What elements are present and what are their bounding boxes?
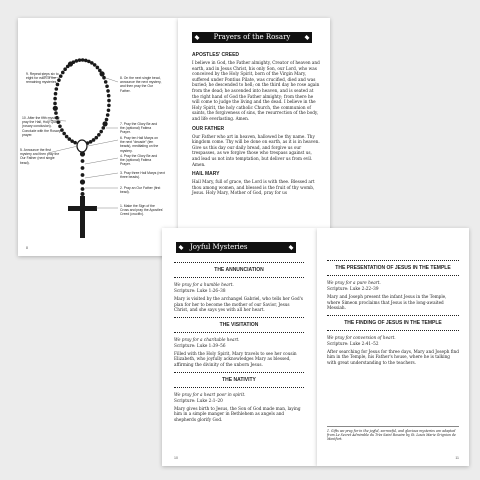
rosary-bead xyxy=(99,71,104,76)
rosary-bead xyxy=(84,59,88,63)
rosary-bead xyxy=(106,113,110,117)
bead-divider xyxy=(327,314,459,317)
hail-mary-heading: HAIL MARY xyxy=(192,171,220,178)
step-7-label: 7. Pray the Glory Be and the (optional) Fatima Prayer. xyxy=(120,122,158,135)
annunciation-pray-for: We pray for a humble heart. xyxy=(174,282,234,287)
step-10-label: 10. After the fifth mystery, pray the Hail, Holy Queen (rosary conclusion). Conclude with the Rosary prayer. xyxy=(22,116,61,137)
rosary-bead xyxy=(63,67,67,71)
presentation-pray-for: We pray for a pure heart. xyxy=(327,280,381,285)
rosary-bead xyxy=(102,121,107,126)
rosary-bead xyxy=(81,173,85,177)
rosary-bead xyxy=(93,63,97,67)
step-6-label: 6. Pray ten Hail Marys on the next "decade" (ten beads), meditating on the mystery. xyxy=(120,136,159,153)
our-father-text: Our Father who art in heaven, hallowed be thy name. Thy kingdom come. Thy will be done on earth, as it is in heaven. Give us this day our daily bread, and forgive us our trespasses, as we forgive those who trespass against us, and lead us not into temptation, but deliver us from evil. Amen. xyxy=(192,133,320,167)
rosary-bead xyxy=(101,126,105,130)
rosary-bead xyxy=(96,66,100,70)
rosary-bead xyxy=(80,179,85,184)
rosary-diagram-page xyxy=(18,18,178,256)
rosary-bead xyxy=(107,104,111,108)
rosary-bead xyxy=(54,111,58,115)
our-father-heading: OUR FATHER xyxy=(192,125,225,132)
rosary-bead xyxy=(53,102,57,106)
nativity-scripture: Scripture: Luke 2:1–20 xyxy=(174,397,223,403)
rosary-bead xyxy=(81,187,85,191)
step-4-label: 4. Pray the Glory Be and the (optional) Fatima Prayer. xyxy=(120,154,158,167)
rosary-bead xyxy=(81,58,85,62)
hail-mary-text: Hail Mary, full of grace, the Lord is with thee. Blessed art thou among women, and blessed is the fruit of thy womb, Jesus. Holy Mary, Mother of God, pray for us xyxy=(192,179,315,196)
step-9-label: 9. Repeat steps six to eight for each of the remaining mysteries. xyxy=(26,72,59,85)
visitation-text: Filled with the Holy Spirit, Mary travels to see her cousin Elizabeth, who joyfully acknowledges Mary as blessed, affirming the divinity of the unborn Jesus. xyxy=(174,350,297,367)
presentation-scripture: Scripture: Luke 2:22–39 xyxy=(327,286,379,291)
nativity-text: Mary gives birth to Jesus, the Son of God made man, laying him in a simple manger in Bethlehem as angels and shepherds glorify God. xyxy=(174,405,301,422)
step-8-label: 8. On the next single bead, announce the next mystery, and then pray the Our Father. xyxy=(120,76,162,93)
footnote: 1. Gifts we pray for in the joyful, sorrowful, and glorious mysteries are adapted from Le Secret Admirable du Très Saint Rosaire by St. Louis Marie Grignion de Montfort. xyxy=(327,426,459,441)
presentation-text: Mary and Joseph present the infant Jesus in the Temple, where Simeon proclaims that Jesus is the long-awaited Messiah. xyxy=(327,294,447,311)
nativity-pray-for: We pray for a heart poor in spirit. xyxy=(174,391,246,397)
bead-divider xyxy=(327,259,459,262)
rosary-bead xyxy=(78,58,82,62)
visitation-scripture: Scripture: Luke 1:39–56 xyxy=(174,342,226,348)
rosary-bead xyxy=(95,136,99,140)
rosary-bead xyxy=(105,118,109,122)
bead-divider xyxy=(174,261,304,264)
rosary-bead xyxy=(105,84,109,88)
joyful-title: Joyful Mysteries xyxy=(176,242,296,253)
visitation-pray-for: We pray for a charitable heart. xyxy=(174,336,240,342)
bead-divider xyxy=(327,329,459,332)
creed-heading: APOSTLES' CREED xyxy=(192,52,240,58)
bead-divider xyxy=(174,331,304,334)
bead-divider xyxy=(174,316,304,319)
rosary-bead xyxy=(81,159,85,163)
finding-heading: THE FINDING OF JESUS IN THE TEMPLE xyxy=(344,319,442,326)
bead-divider xyxy=(174,371,304,374)
bead-divider xyxy=(327,274,459,277)
joyful-mysteries-page xyxy=(162,228,317,466)
bead-divider xyxy=(174,386,304,389)
page-number: 8 xyxy=(26,246,28,250)
rosary-bead xyxy=(107,94,111,98)
presentation-page xyxy=(317,228,469,466)
presentation-heading: THE PRESENTATION OF JESUS IN THE TEMPLE xyxy=(335,265,451,271)
step-1-label: 1. Make the Sign of the Cross and pray the Apostles' Creed (crucifix). xyxy=(120,204,164,217)
finding-text: After searching for Jesus for three days, Mary and Joseph find him in the Temple, his Father's house, where he is talking with great understanding to the teachers. xyxy=(327,348,459,365)
rosary-bead xyxy=(107,99,111,103)
step-5-label: 5. Announce the first mystery and then pray the Our Father (next single bead). xyxy=(20,148,60,165)
creed-text: I believe in God, the Father almighty, Creator of heaven and earth, and in Jesus Christ, his only Son, our Lord, who was conceived by the Holy Spirit, born of the Virgin Mary, suffered under Pontius Pilate, was crucified, died and was buried; he descended to hell; on the third day he rose again from the dead; he ascended into heaven, and is seated at the right hand of God the Father almighty; from there he will come to judge the living and the dead. I believe in the Holy Spirit, the holy catholic Church, the communion of saints, the forgiveness of sins, the resurrection of the body, and life everlasting. Amen. xyxy=(192,60,320,121)
rosary-bead xyxy=(106,89,110,93)
rosary-bead xyxy=(68,137,72,141)
rosary-bead xyxy=(104,80,108,84)
rosary-center-medal-icon xyxy=(77,140,87,152)
rosary-bead xyxy=(54,92,58,96)
annunciation-scripture: Scripture: Luke 1:26–38 xyxy=(174,288,226,293)
finding-pray-for: We pray for conversion of heart. xyxy=(327,334,396,340)
bead-divider xyxy=(174,276,304,279)
prayers-page xyxy=(178,18,330,256)
annunciation-text: Mary is visited by the archangel Gabriel, who tells her God's plan for her to become the mother of our Savior, Jesus Christ, and she says yes with all her heart. xyxy=(174,296,303,313)
rosary-bead xyxy=(53,97,57,101)
rosary-bead xyxy=(75,59,79,63)
rosary-bead xyxy=(107,108,111,112)
step-3-label: 3. Pray three Hail Marys (next three beads). xyxy=(120,171,165,180)
page-number: 11 xyxy=(455,456,459,460)
rosary-bead xyxy=(81,166,85,170)
prayers-title: Prayers of the Rosary xyxy=(192,32,312,43)
finding-scripture: Scripture: Luke 2:41–52 xyxy=(327,340,379,346)
rosary-bead xyxy=(55,87,59,91)
step-2-label: 2. Pray an Our Father (first bead). xyxy=(120,186,161,195)
page-number: 10 xyxy=(174,456,178,460)
annunciation-heading: THE ANNUNCIATION xyxy=(214,267,264,273)
rosary-bead xyxy=(102,76,106,80)
visitation-heading: THE VISITATION xyxy=(219,321,259,328)
rosary-bead xyxy=(99,130,103,134)
crucifix-icon xyxy=(68,192,97,238)
rosary-bead xyxy=(97,133,101,137)
rosary-bead xyxy=(53,106,58,111)
nativity-heading: THE NATIVITY xyxy=(222,376,256,383)
